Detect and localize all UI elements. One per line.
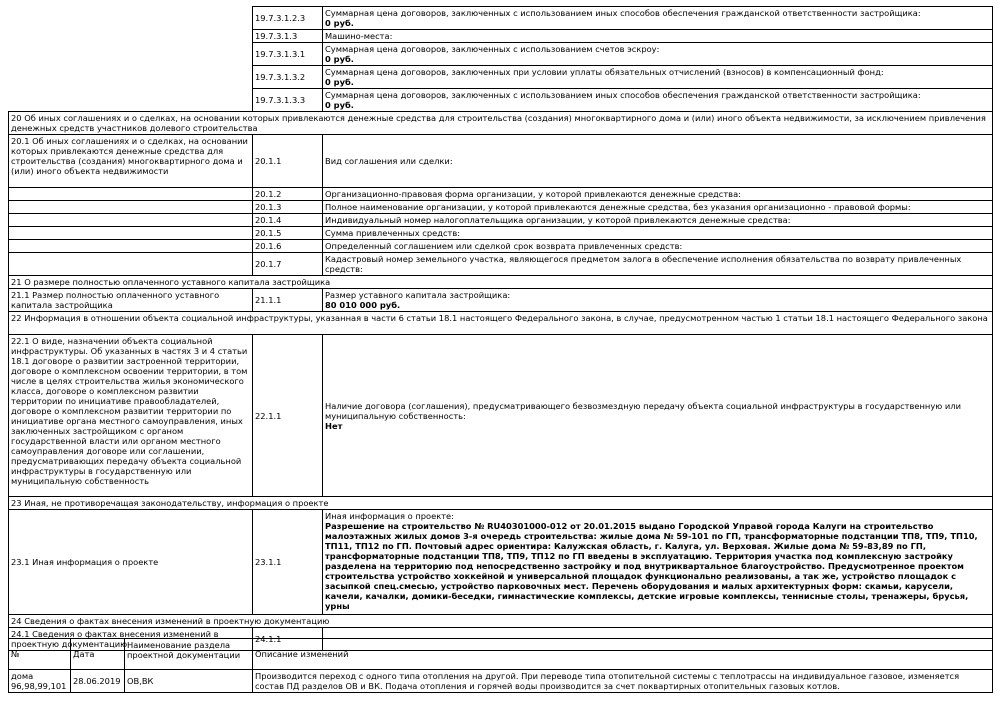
item-label-text: Суммарная цена договоров, заключенных с использованием счетов эскроу:	[325, 44, 660, 54]
section-heading-22: 22 Информация в отношении объекта социальной инфраструктуры, указанная в части 6 статьи 18.1 настоящего Федерального закона, в случае, предусмотренном частью 1 статьи 18.1 настоящего Федерального закона	[9, 312, 993, 335]
item-code: 20.1.7	[253, 253, 323, 276]
blank-cell	[9, 30, 253, 43]
group-title-20-1: 20.1 Об иных соглашениях и о сделках, на основании которых привлекаются денежные средства для строительства (создания) многоквартирного дома и (или) иного объекта недвижимости	[9, 135, 253, 188]
item-code: 22.1.1	[253, 335, 323, 497]
item-label-text: Суммарная цена договоров, заключенных с использованием иных способов обеспечения гражданской ответственности застройщика:	[325, 8, 921, 18]
changes-cell-date: 28.06.2019	[71, 670, 125, 693]
item-code: 19.7.3.1.3.2	[253, 66, 323, 89]
item-label	[323, 89, 993, 112]
blank-cell	[9, 89, 253, 112]
blank-cell	[9, 214, 253, 227]
changes-header-num: №	[9, 639, 71, 670]
item-label-text: Размер уставного капитала застройщика:	[325, 290, 511, 300]
item-value: 0 руб.	[325, 18, 354, 28]
item-label-text: Суммарная цена договоров, заключенных с использованием иных способов обеспечения гражданской ответственности застройщика:	[325, 90, 921, 100]
item-label	[323, 335, 993, 497]
section-heading-24: 24 Сведения о фактах внесения изменений в проектную документацию	[9, 615, 993, 628]
item-value: 0 руб.	[325, 77, 354, 87]
section-heading-21: 21 О размере полностью оплаченного уставного капитала застройщика	[9, 276, 993, 289]
item-code: 20.1.6	[253, 240, 323, 253]
item-code: 19.7.3.1.2.3	[253, 7, 323, 30]
changes-header-date: Дата	[71, 639, 125, 670]
item-code: 20.1.2	[253, 188, 323, 201]
item-label: Организационно-правовая форма организации, у которой привлекаются денежные средства:	[323, 188, 993, 201]
item-label: Машино-места:	[323, 30, 993, 43]
item-label: Определенный соглашением или сделкой срок возврата привлеченных средств:	[323, 240, 993, 253]
group-title-21-1: 21.1 Размер полностью оплаченного уставного капитала застройщика	[9, 289, 253, 312]
item-label: Сумма привлеченных средств:	[323, 227, 993, 240]
blank-cell	[9, 43, 253, 66]
group-title-24-1: 24.1 Сведения о фактах внесения изменений в проектную документацию	[9, 628, 253, 651]
item-code: 19.7.3.1.3	[253, 30, 323, 43]
item-code: 23.1.1	[253, 510, 323, 615]
item-label-text: Суммарная цена договоров, заключенных при условии уплаты обязательных отчислений (взносов) в компенсационный фонд:	[325, 67, 884, 77]
changes-cell-num: дома 96,98,99,101	[9, 670, 71, 693]
blank-cell	[9, 240, 253, 253]
blank-cell	[9, 188, 253, 201]
item-value: Разрешение на строительство № RU40301000-012 от 20.01.2015 выдано Городской Управой города Калуги на строительство малоэтажных жилых домов 3-я очередь строительства: жилые дома № 59-101 по ГП, трансформаторные подстанции ТП8, ТП9, ТП10, ТП11, ТП12 по ГП. Почтовый адрес ориентира: Калужская область, г. Калуга, ул. Верховая. Жилые дома № 59-83,89 по ГП, трансформаторные подстанции ТП8, ТП9, ТП12 по ГП введены в эксплуатацию. Территория участка под комплексную застройку разделена на территорию под непосредственно застройку и под внутриквартальное благоустройство. Предусмотренное проектом строительства устройство хоккейной и универсальной площадок функционально реализованы, а так же, устройство площадок с засыпкой спец.смесью, устройство парковочных мест. Перечень оборудования и малых архитектурных форм: скамьи, карусели, качели, качалки, домики-беседки, гимнастические комплексы, детские игровые комплексы, теннисные столы, тренажеры, брусья, урны	[325, 521, 978, 611]
item-code: 21.1.1	[253, 289, 323, 312]
item-label	[323, 43, 993, 66]
blank-cell	[9, 227, 253, 240]
blank-cell	[9, 7, 253, 30]
group-title-23-1: 23.1 Иная информация о проекте	[9, 510, 253, 615]
changes-header-section: Наименование раздела проектной документации	[125, 639, 253, 670]
item-label: Полное наименование организации, у которой привлекаются денежные средства, без указания организационно - правовой формы:	[323, 201, 993, 214]
item-label-text: Иная информация о проекте:	[325, 511, 454, 521]
item-code: 20.1.4	[253, 214, 323, 227]
item-code: 20.1.3	[253, 201, 323, 214]
item-value: 0 руб.	[325, 54, 354, 64]
item-label: Вид соглашения или сделки:	[323, 135, 993, 188]
changes-cell-desc: Производится переход с одного типа отопления на другой. При переводе типа отопительной системы с теплотрассы на индивидуальное газовое, изменяется состав ПД разделов ОВ и ВК. Подача отопления и горячей воды производится за счет поквартирных отопительных газовых котлов.	[253, 670, 993, 693]
item-value: 0 руб.	[325, 100, 354, 110]
section-heading-23: 23 Иная, не противоречащая законодательству, информация о проекте	[9, 497, 993, 510]
item-label	[323, 510, 993, 615]
item-label	[323, 289, 993, 312]
item-code: 19.7.3.1.3.3	[253, 89, 323, 112]
item-label	[323, 7, 993, 30]
item-code: 20.1.1	[253, 135, 323, 188]
changes-table	[8, 638, 993, 693]
project-declaration-table	[8, 6, 993, 651]
section-heading-20: 20 Об иных соглашениях и о сделках, на основании которых привлекаются денежные средства для строительства (создания) многоквартирного дома и (или) иного объекта недвижимости, за исключением привлечения денежных средств участников долевого строительства	[9, 112, 993, 135]
item-label-text: Наличие договора (соглашения), предусматривающего безвозмездную передачу объекта социальной инфраструктуры в государственную или муниципальную собственность:	[325, 400, 961, 421]
changes-header-desc: Описание изменений	[253, 639, 993, 670]
item-code: 19.7.3.1.3.1	[253, 43, 323, 66]
blank-cell	[9, 66, 253, 89]
item-value: Нет	[325, 420, 343, 431]
item-label: Индивидуальный номер налогоплательщика организации, у которой привлекаются денежные средства:	[323, 214, 993, 227]
item-label	[323, 66, 993, 89]
group-title-22-1: 22.1 О виде, назначении объекта социальной инфраструктуры. Об указанных в частях 3 и 4 статьи 18.1 договоре о развитии застроенной территории, договоре о комплексном освоении территории, в том числе в целях строительства жилья экономического класса, договоре о комплексном развитии территории по инициативе правообладателей, договоре о комплексном развитии территории по инициативе органа местного самоуправления, иных заключенных застройщиком с органом государственной власти или органом местного самоуправления договоре или соглашении, предусматривающих передачу объекта социальной инфраструктуры в государственную или муниципальную собственность	[9, 335, 253, 497]
item-code: 20.1.5	[253, 227, 323, 240]
changes-cell-section: ОВ,ВК	[125, 670, 253, 693]
blank-cell	[9, 253, 253, 276]
item-value: 80 010 000 руб.	[325, 300, 401, 310]
blank-cell	[9, 201, 253, 214]
item-label: Кадастровый номер земельного участка, являющегося предметом залога в обеспечение исполнения обязательства по возврату привлеченных средств:	[323, 253, 993, 276]
item-code: 24.1.1	[253, 628, 323, 651]
